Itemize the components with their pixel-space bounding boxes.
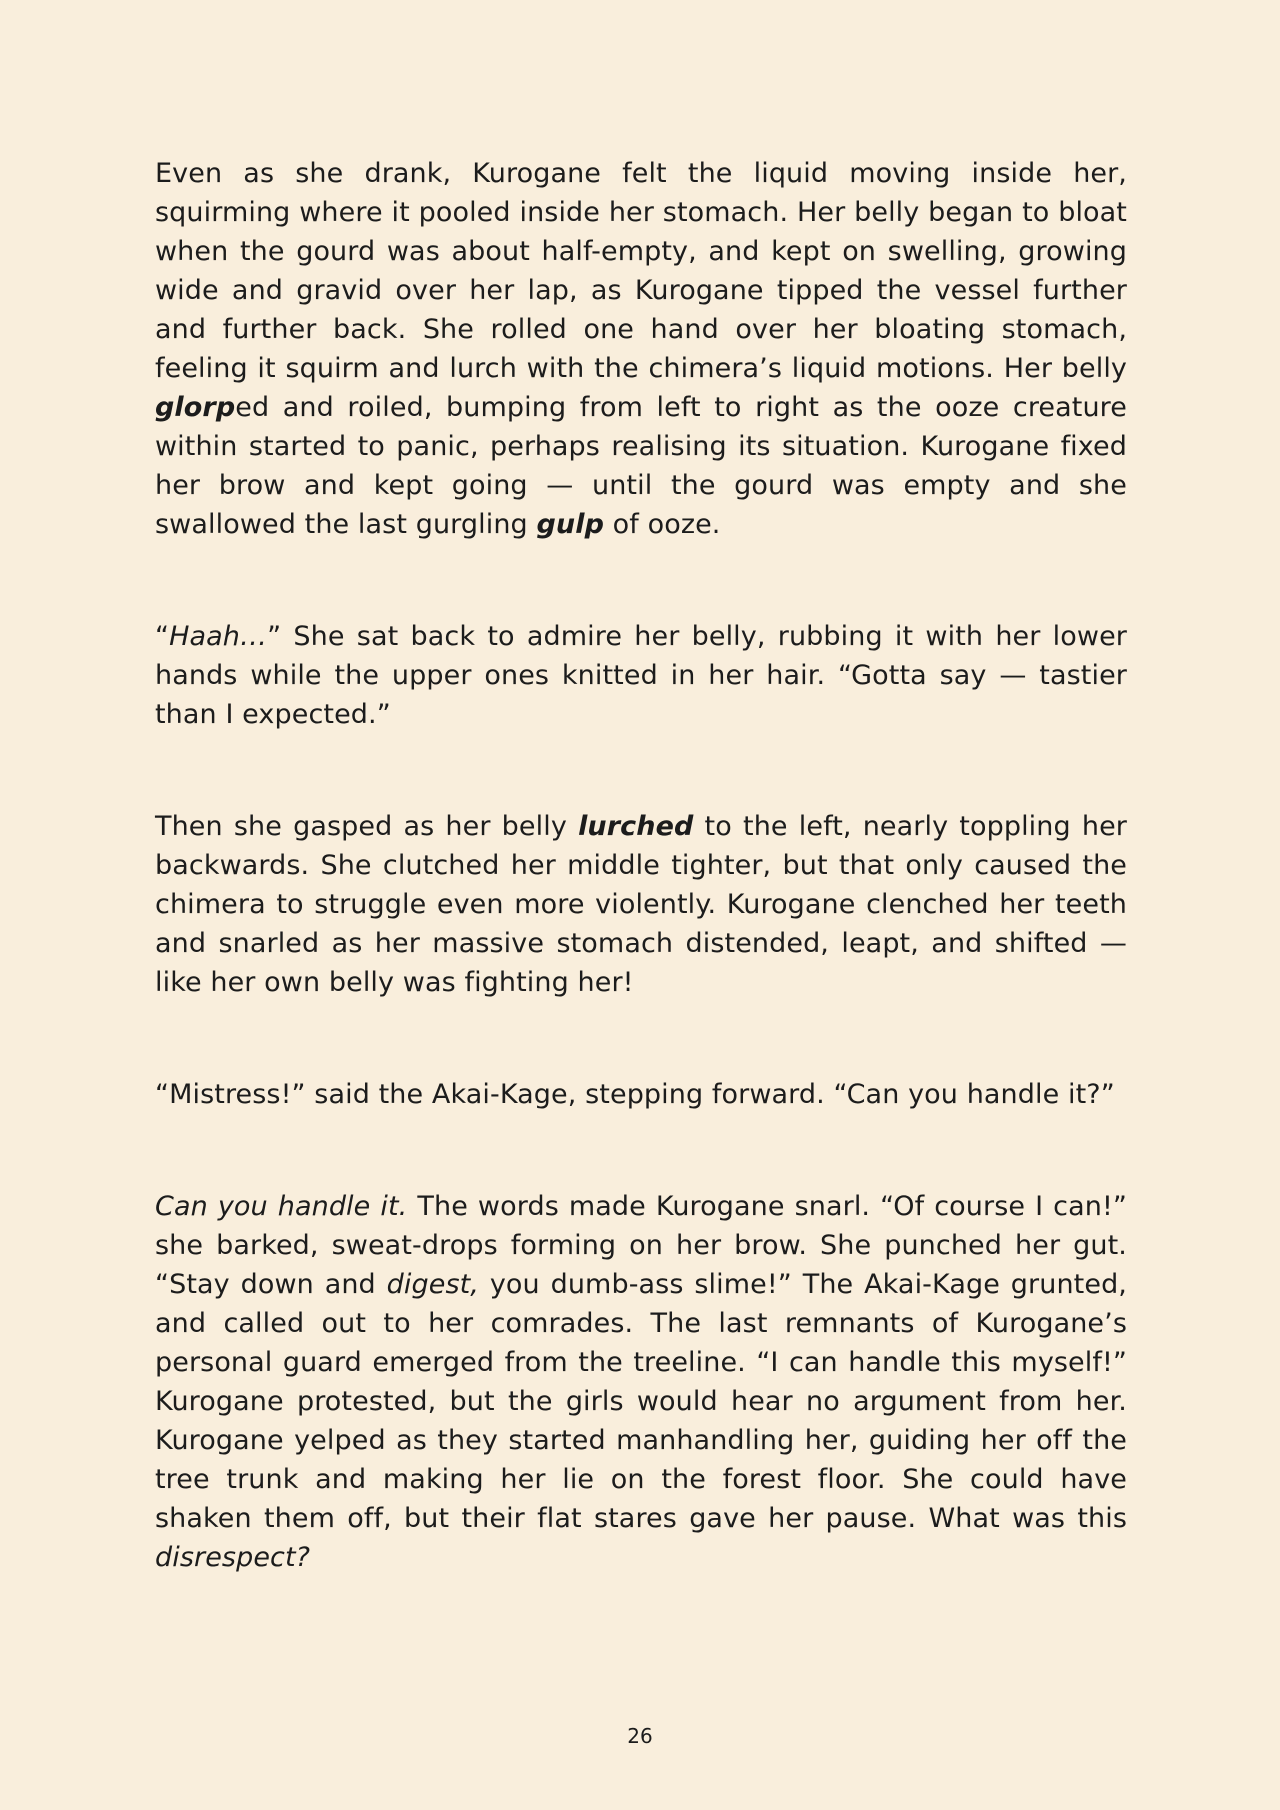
text-segment: “Mistress!” said the Akai-Kage, stepping forward. “Can you handle it?” [155,1079,1115,1110]
emphasis-text: gulp [536,509,604,540]
paragraph-gap [155,734,1127,807]
italic-text: Can you handle it. [155,1191,408,1222]
text-segment: ” She sat back to admire her belly, rubbing it with her lower hands while the upper ones knitted in her hair. “Gotta say — tastier than I expected.” [155,621,1127,730]
text-segment: Then she gasped as her belly [155,811,579,842]
emphasis-text: lurched [578,811,694,842]
text-segment: to the left, nearly toppling her backwards. She clutched her middle tighter, but that only caused the chimera to struggle even more violently. Kurogane clenched her teeth and snarled as her massive stomach distended, leapt, and shifted — like her own belly was fighting her! [155,811,1127,998]
text-segment: ed and roiled, bumping from left to right as the ooze creature within started to panic, perhaps realising its situation. Kurogane fixed her brow and kept going — until the gourd was empty and she swallowed the last gurgling [155,392,1127,540]
page-number: 26 [627,1724,653,1748]
italic-text: Haah… [169,621,268,652]
paragraph-gap [155,544,1127,617]
italic-text: digest, [386,1269,479,1300]
emphasis-text: glorp [155,392,236,423]
italic-text: disrespect? [155,1542,311,1573]
page-body [155,154,1127,1577]
paragraph-1 [155,154,1127,544]
paragraph-3 [155,807,1127,1002]
paragraph-4 [155,1075,1127,1114]
paragraph-5 [155,1187,1127,1577]
paragraph-gap [155,1114,1127,1187]
paragraph-gap [155,1002,1127,1075]
text-segment: The words made Kurogane snarl. “Of course I can!” she barked, sweat-drops forming on her brow. She punched her gut. “Stay down and [155,1191,1127,1300]
text-segment: “ [155,621,170,652]
text-segment: you dumb-ass slime!” The Akai-Kage grunted, and called out to her comrades. The last remnants of Kurogane’s personal guard emerged from the treeline. “I can handle this myself!” Kurogane protested, but the girls would hear no argument from her. Kurogane yelped as they started manhandling her, guiding her off the tree trunk and making her lie on the forest floor. She could have shaken them off, but their flat stares gave her pause. What was this [155,1269,1127,1534]
text-segment: of ooze. [604,509,721,540]
paragraph-2 [155,617,1127,734]
text-segment: Even as she drank, Kurogane felt the liquid moving inside her, squirming where it pooled inside her stomach. Her belly began to bloat when the gourd was about half-empty, and kept on swelling, growing wide and gravid over her lap, as Kurogane tipped the vessel further and further back. She rolled one hand over her bloating stomach, feeling it squirm and lurch with the chimera’s liquid motions. Her belly [155,158,1127,384]
